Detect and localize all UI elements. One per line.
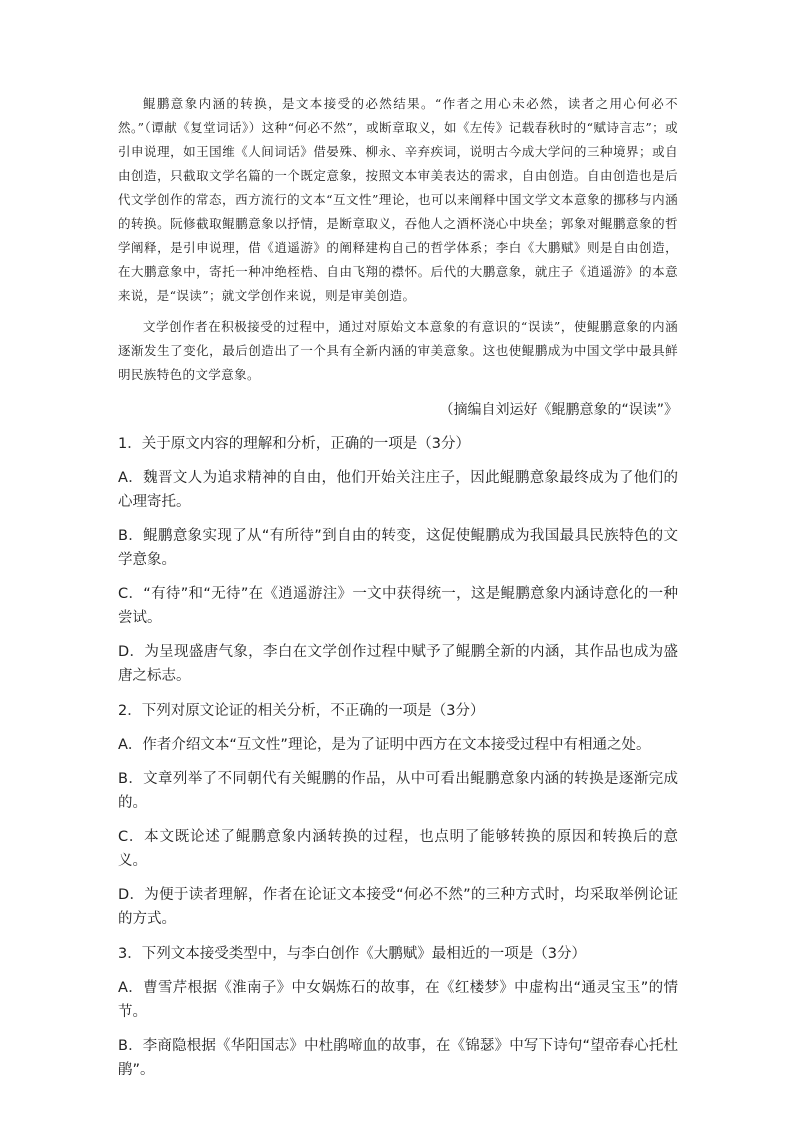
question-stem: 3．下列文本接受类型中，与李白创作《大鹏赋》最相近的一项是（3分） bbox=[118, 946, 586, 962]
option-c: C．本文既论述了鲲鹏意象内涵转换的过程，也点明了能够转换的原因和转换后的意义。 bbox=[118, 829, 678, 869]
question-2 bbox=[118, 699, 678, 931]
source-citation: （摘编自刘运好《鲲鹏意象的“误读”》 bbox=[439, 402, 678, 418]
option-d: D．为呈现盛唐气象，李白在文学创作过程中赋予了鲲鹏全新的内涵，其作品也成为盛唐之标志。 bbox=[118, 644, 678, 684]
question-3 bbox=[118, 942, 678, 1082]
option-b: B．文章列举了不同朝代有关鲲鹏的作品，从中可看出鲲鹏意象内涵的转换是逐渐完成的。 bbox=[118, 771, 678, 811]
option-c: C．“有待”和“无待”在《逍遥游注》一文中获得统一，这是鲲鹏意象内涵诗意化的一种尝试。 bbox=[118, 586, 678, 626]
option-a: A．曹雪芹根据《淮南子》中女娲炼石的故事，在《红楼梦》中虚构出“通灵宝玉”的情节。 bbox=[118, 980, 678, 1020]
question-stem: 1．关于原文内容的理解和分析，正确的一项是（3分） bbox=[118, 436, 470, 452]
option-a: A．魏晋文人为追求精神的自由，他们开始关注庄子，因此鲲鹏意象最终成为了他们的心理寄托。 bbox=[118, 470, 678, 510]
option-a: A．作者介绍文本“互文性”理论，是为了证明中西方在文本接受过程中有相通之处。 bbox=[118, 737, 651, 753]
passage-paragraph: 文学创作者在积极接受的过程中，通过对原始文本意象的有意识的“误读”，使鲲鹏意象的内涵逐渐发生了变化，最后创造出了一个具有全新内涵的审美意象。这也使鲲鹏成为中国文学中最具鲜明民族特色的文学意象。 bbox=[118, 319, 678, 382]
question-1 bbox=[118, 432, 678, 688]
reading-passage bbox=[118, 92, 678, 387]
option-d: D．为便于读者理解，作者在论证文本接受“何必不然”的三种方式时，均采取举例论证的方式。 bbox=[118, 887, 678, 927]
passage-paragraph: 鲲鹏意象内涵的转换，是文本接受的必然结果。“作者之用心未必然，读者之用心何必不然。”（谭献《复堂词话》）这种“何必不然”，或断章取义，如《左传》记载春秋时的“赋诗言志”；或引申说理，如王国维《人间词话》借晏殊、柳永、辛弃疾词，说明古今成大学问的三种境界；或自由创造，只截取文学名篇的一个既定意象，按照文本审美表达的需求，自由创造。自由创造也是后代文学创作的常态，西方流行的文本“互文性”理论，也可以来阐释中国文学文本意象的挪移与内涵的转换。阮修截取鲲鹏意象以抒情，是断章取义，吞他人之酒杯浇心中块垒；郭象对鲲鹏意象的哲学阐释，是引申说理，借《逍遥游》的阐释建构自己的哲学体系；李白《大鹏赋》则是自由创造，在大鹏意象中，寄托一种冲绝桎梏、自由飞翔的襟怀。后代的大鹏意象，就庄子《逍遥游》的本意来说，是“误读”；就文学创作来说，则是审美创造。 bbox=[118, 96, 678, 303]
option-b: B．李商隐根据《华阳国志》中杜鹃啼血的故事，在《锦瑟》中写下诗句“望帝春心托杜鹃”。 bbox=[118, 1038, 678, 1078]
document-page bbox=[118, 92, 678, 1092]
question-stem: 2．下列对原文论证的相关分析，不正确的一项是（3分） bbox=[118, 703, 485, 719]
option-b: B．鲲鹏意象实现了从“有所待”到自由的转变，这促使鲲鹏成为我国最具民族特色的文学意象。 bbox=[118, 528, 678, 568]
